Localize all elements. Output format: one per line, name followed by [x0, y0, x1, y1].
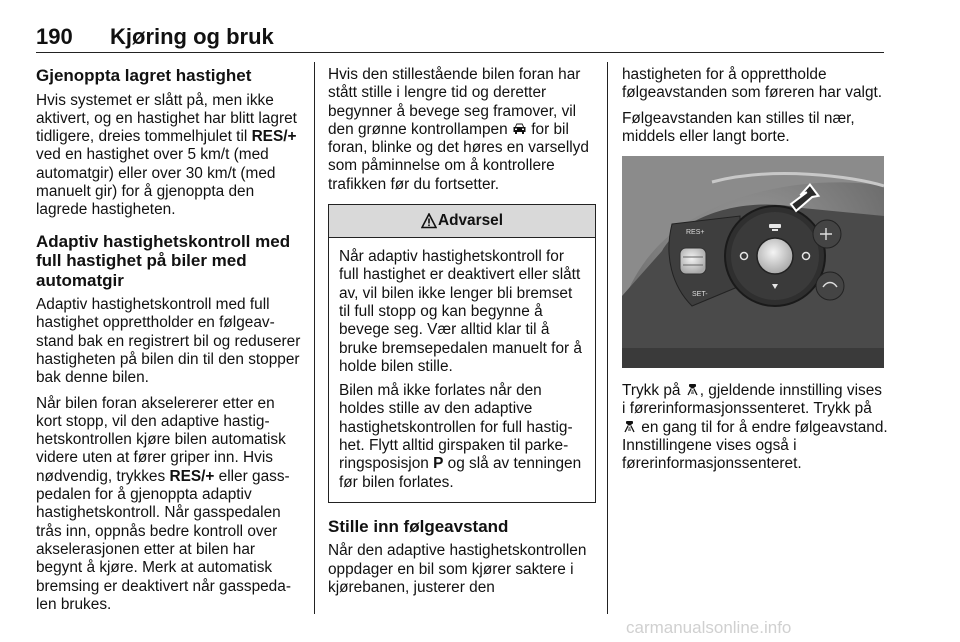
page-header [36, 24, 884, 53]
center-knob [757, 238, 793, 274]
set-label: SET- [692, 291, 708, 299]
res-label: RES+ [686, 229, 705, 237]
text: for bil foran, blinke og det høres en varsellyd som påminnelse om å kontrollere trafikken før du fortsetter. [328, 120, 589, 193]
text: Hvis systemet er slått på, men ikke aktivert, og en hastighet har blitt lagret tidligere, dreies tommelhjulet til [36, 91, 297, 146]
steering-wheel-controls-figure [622, 156, 884, 368]
follow-distance-icon [622, 420, 637, 433]
button-name: RES/+ [169, 467, 215, 485]
paragraph [328, 66, 596, 194]
follow-distance-icon [685, 383, 700, 396]
side-button-lower [816, 272, 844, 300]
paragraph: hastigheten for å opprettholde følgeavstanden som føreren har valgt. [622, 66, 883, 102]
column-3 [622, 66, 888, 481]
res-set-thumbwheel [680, 248, 706, 274]
text: ved en hastighet over 5 km/t (med automatgir) eller over 30 km/t (med manuelt gir) for å gjenoppta den lagrede hastigheten. [36, 146, 276, 219]
paragraph: Adaptiv hastighetskontroll med full hastighet opprettholder en følgeavstand bak en registrert bil og reduserer hastigheten på bilen din til den stopper bak denne bilen. [36, 296, 301, 387]
paragraph [36, 395, 304, 615]
text: Bilen må ikke forlates når den holdes stille av den adaptive hastighetskontrollen for full hastighet. Flytt alltid girspaken til parkeringsposisjon [339, 382, 573, 473]
paragraph [339, 382, 585, 492]
section-heading-resume: Gjenoppta lagret hastighet [36, 66, 252, 85]
paragraph [36, 92, 304, 220]
vehicle-ahead-icon [512, 122, 527, 135]
paragraph: Når den adaptive hastighetskontrollen oppdager en bil som kjører saktere i kjørebanen, justerer den [328, 542, 587, 597]
page-number: 190 [36, 24, 73, 49]
text: , gjeldende innstilling vises i førerinformasjonssenteret. Trykk på [622, 382, 882, 418]
column-divider [607, 62, 608, 614]
steering-wheel-illustration [622, 156, 884, 368]
watermark: carmanualsonline.info [626, 618, 792, 637]
paragraph: Følgeavstanden kan stilles til nær, middels eller langt borte. [622, 109, 855, 145]
warning-icon [421, 213, 437, 229]
text: Når bilen foran akselererer etter en kort stopp, vil den adaptive hastighetskontrollen kjøre bilen automatisk videre uten at fører griper inn. Hvis nødvendig, trykkes [36, 394, 286, 485]
chapter-title: Kjøring og bruk [110, 24, 274, 49]
text: eller gasspedalen for å gjenoppta adaptiv hastighetskontroll. Når gasspedalen trås inn, oppnås bedre kontroll over akselerasjonen etter at bilen har begynt å kjøre. Merk at automatisk bremsing er deaktivert når gasspedalen brukes. [36, 467, 291, 613]
paragraph [622, 382, 888, 473]
gear-position: P [433, 455, 444, 473]
button-name: RES/+ [251, 128, 297, 146]
section-heading-adaptive: Adaptiv hastighetskontroll med full hastighet på biler med automatgir [36, 231, 291, 290]
text: Hvis den stillestående bilen foran har stått stille i lengre tid og deretter begynner å bevege seg framover, vil den grønne kontrollampen [328, 66, 581, 138]
text: og slå av tenningen før bilen forlates. [339, 455, 582, 491]
text: Trykk på [622, 382, 685, 400]
column-divider [314, 62, 315, 614]
warning-title: Advarsel [437, 211, 504, 229]
text: en gang til for å endre følgeavstand. Innstillingene vises også i førerinformasjonssenteret. [622, 418, 888, 473]
warning-header [329, 205, 595, 238]
column-1 [36, 66, 304, 621]
warning-body [329, 238, 595, 502]
warning-box [328, 204, 596, 503]
paragraph: Når adaptiv hastighetskontroll for full hastighet er deaktivert eller slått av, vil bilen ikke lenger bli bremset til full stopp og kan begynne å bevege seg. Vær alltid klar til å bruke bremsepedalen manuelt for å holde bilen stille. [339, 248, 582, 375]
section-heading-distance: Stille inn følgeavstand [328, 516, 509, 536]
column-2 [328, 66, 596, 604]
